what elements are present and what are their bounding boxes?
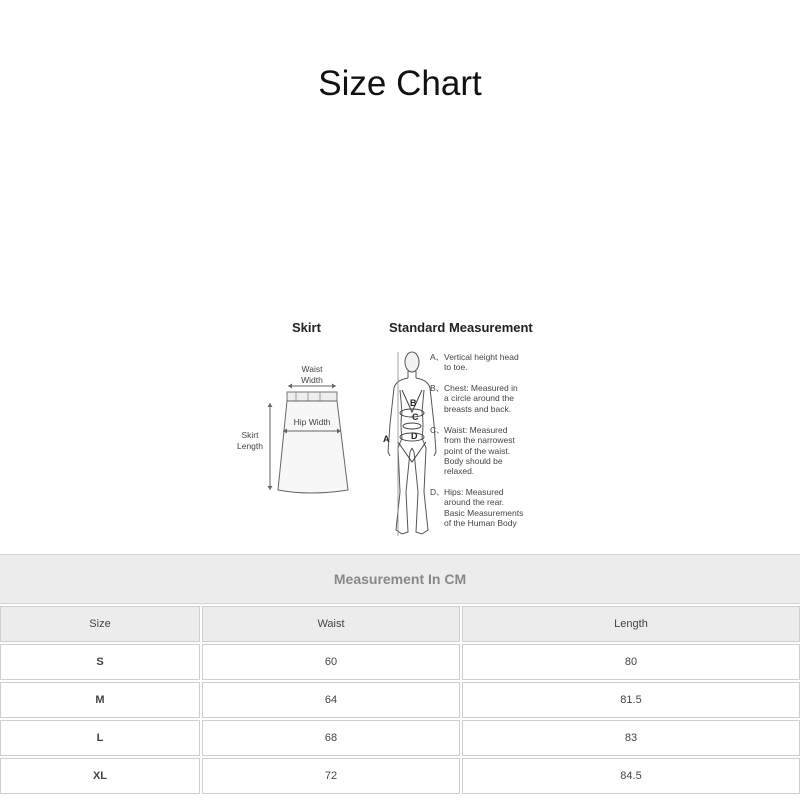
cell-size: L <box>0 720 200 756</box>
measure-letter-a: A <box>383 434 390 444</box>
cell-waist: 60 <box>202 644 460 680</box>
note-d: D、 Hips: Measured around the rear. Basic Measurements of the Human Body <box>430 487 524 528</box>
measurement-table-section <box>0 554 800 796</box>
size-diagram <box>230 312 570 552</box>
cell-length: 80 <box>462 644 800 680</box>
measure-letter-d: D <box>411 431 418 441</box>
table-header-row <box>0 606 800 642</box>
table-row <box>0 682 800 718</box>
header-waist: Waist <box>202 606 460 642</box>
skirt-diagram-title: Skirt <box>292 320 321 335</box>
cell-size: M <box>0 682 200 718</box>
header-size: Size <box>0 606 200 642</box>
skirt-illustration <box>268 384 349 494</box>
cell-length: 81.5 <box>462 682 800 718</box>
waist-width-label: Waist Width <box>301 364 323 385</box>
standard-measurement-title: Standard Measurement <box>389 320 533 335</box>
cell-waist: 68 <box>202 720 460 756</box>
measurement-table <box>0 604 800 796</box>
note-a: A、 Vertical height head to toe. <box>430 352 519 373</box>
cell-length: 84.5 <box>462 758 800 794</box>
cell-waist: 64 <box>202 682 460 718</box>
table-row <box>0 758 800 794</box>
cell-size: XL <box>0 758 200 794</box>
table-caption: Measurement In CM <box>0 554 800 604</box>
skirt-length-label: Skirt Length <box>237 430 263 451</box>
table-row <box>0 644 800 680</box>
cell-length: 83 <box>462 720 800 756</box>
table-row <box>0 720 800 756</box>
measure-letter-c: C <box>412 412 419 422</box>
cell-waist: 72 <box>202 758 460 794</box>
measure-letter-b: B <box>410 398 417 408</box>
cell-size: S <box>0 644 200 680</box>
hip-width-label: Hip Width <box>293 417 331 427</box>
note-c: C、 Waist: Measured from the narrowest point of the waist. Body should be relaxed. <box>430 425 515 477</box>
header-length: Length <box>462 606 800 642</box>
body-illustration <box>388 352 436 536</box>
page-title: Size Chart <box>318 64 482 103</box>
note-b: B、 Chest: Measured in a circle around the breasts and back. <box>430 383 518 414</box>
